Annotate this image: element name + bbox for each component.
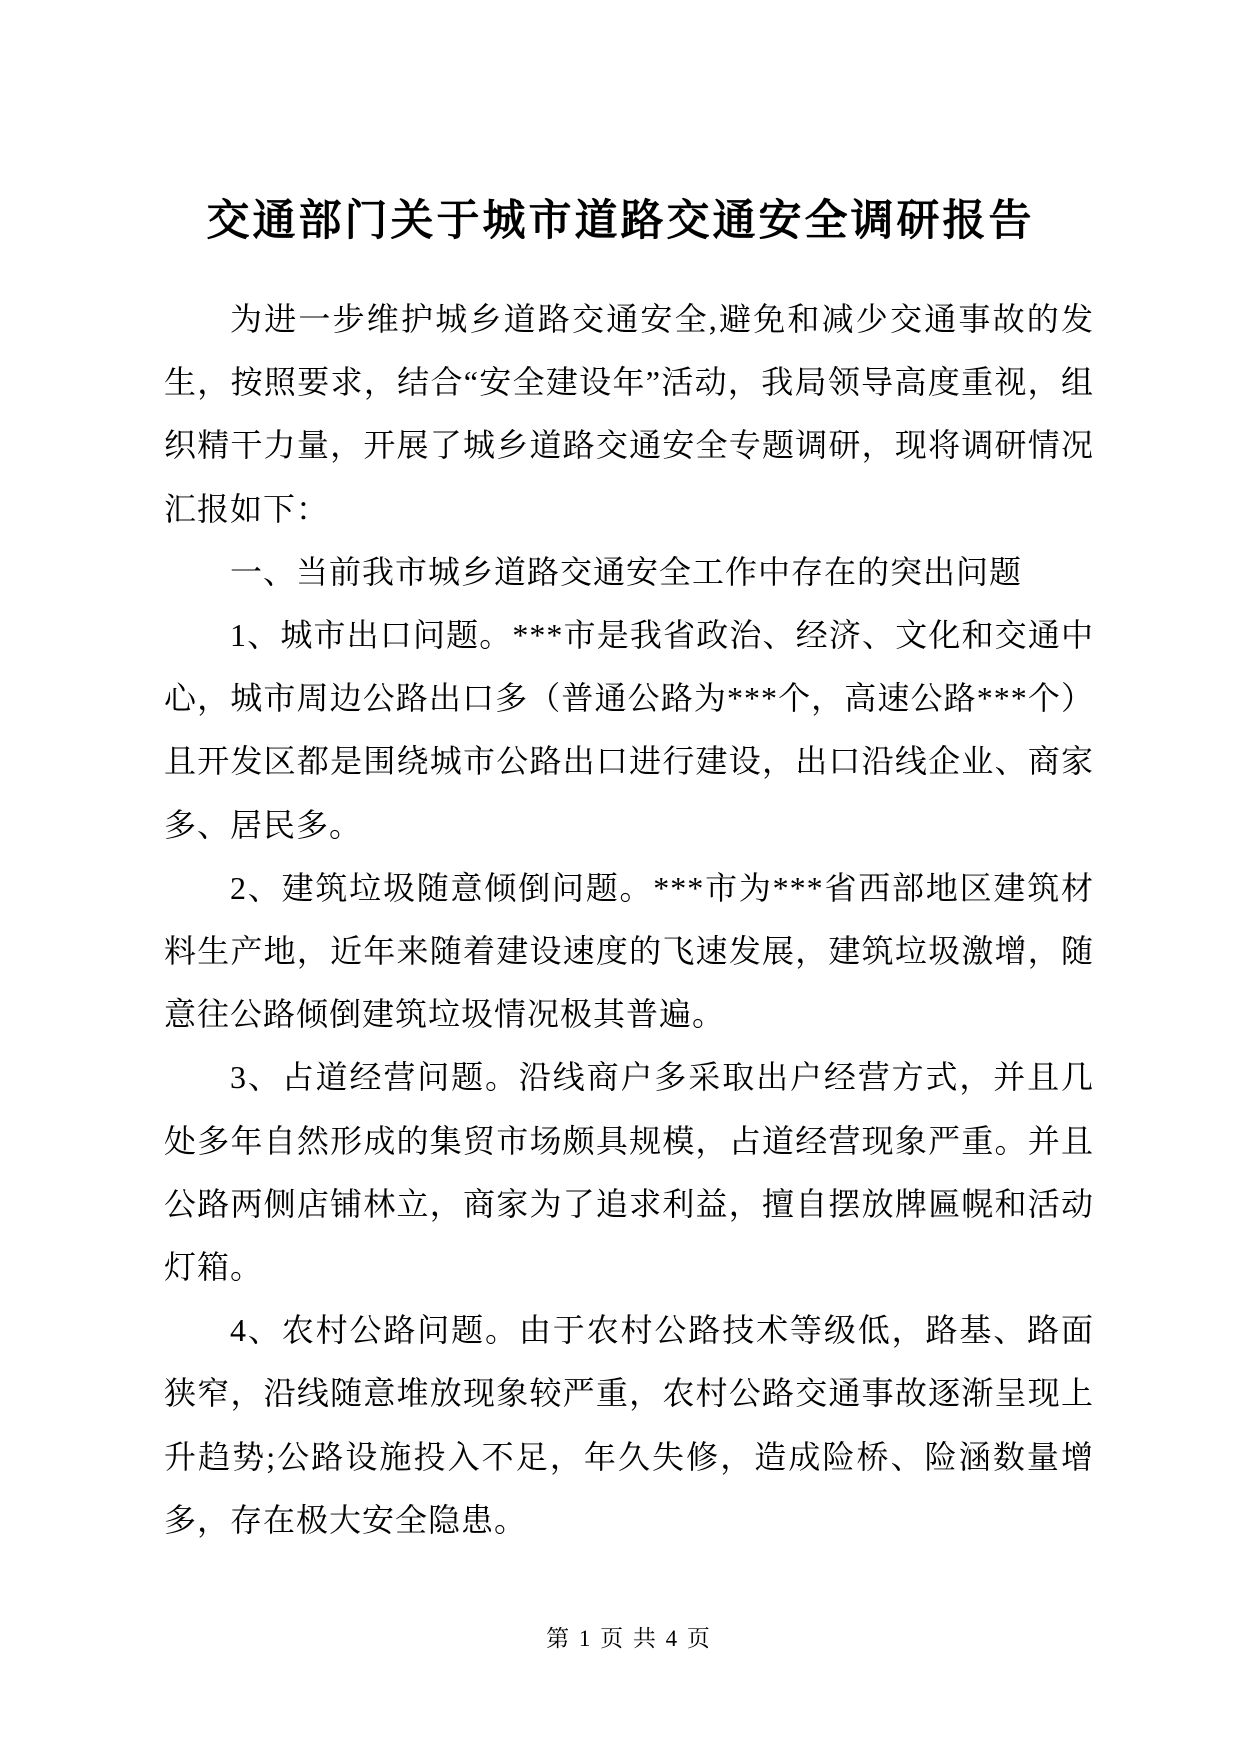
- paragraph-issue-4-rural-roads: 4、农村公路问题。由于农村公路技术等级低，路基、路面狭窄，沿线随意堆放现象较严重，农村公路交通事故逐渐呈现上升趋势;公路设施投入不足，年久失修，造成险桥、险涵数量增多，存在极大安全隐患。: [164, 1312, 1094, 1538]
- paragraph-issue-1-city-exits: 1、城市出口问题。***市是我省政治、经济、文化和交通中心，城市周边公路出口多（普通公路为***个，高速公路***个）且开发区都是围绕城市公路出口进行建设，出口沿线企业、商家多、居民多。: [164, 617, 1094, 843]
- paragraph-issue-3-road-occupation: 3、占道经营问题。沿线商户多采取出户经营方式，并且几处多年自然形成的集贸市场颇具规模，占道经营现象严重。并且公路两侧店铺林立，商家为了追求利益，擅自摆放牌匾幌和活动灯箱。: [164, 1059, 1094, 1286]
- section-heading-1: 一、当前我市城乡道路交通安全工作中存在的突出问题: [230, 553, 1023, 590]
- page-footer: [164, 1620, 1094, 1653]
- paragraph-intro: 为进一步维护城乡道路交通安全,避免和减少交通事故的发生，按照要求，结合“安全建设年”活动，我局领导高度重视，组织精干力量，开展了城乡道路交通安全专题调研，现将调研情况汇报如下：: [164, 301, 1094, 527]
- document-body: [164, 288, 1094, 1552]
- paragraph-issue-2-construction-waste: 2、建筑垃圾随意倾倒问题。***市为***省西部地区建筑材料生产地，近年来随着建设速度的飞速发展，建筑垃圾激增，随意往公路倾倒建筑垃圾情况极其普遍。: [164, 869, 1094, 1033]
- page-number-indicator: 第 1 页 共 4 页: [546, 1626, 712, 1651]
- document-title: 交通部门关于城市道路交通安全调研报告: [206, 198, 1035, 245]
